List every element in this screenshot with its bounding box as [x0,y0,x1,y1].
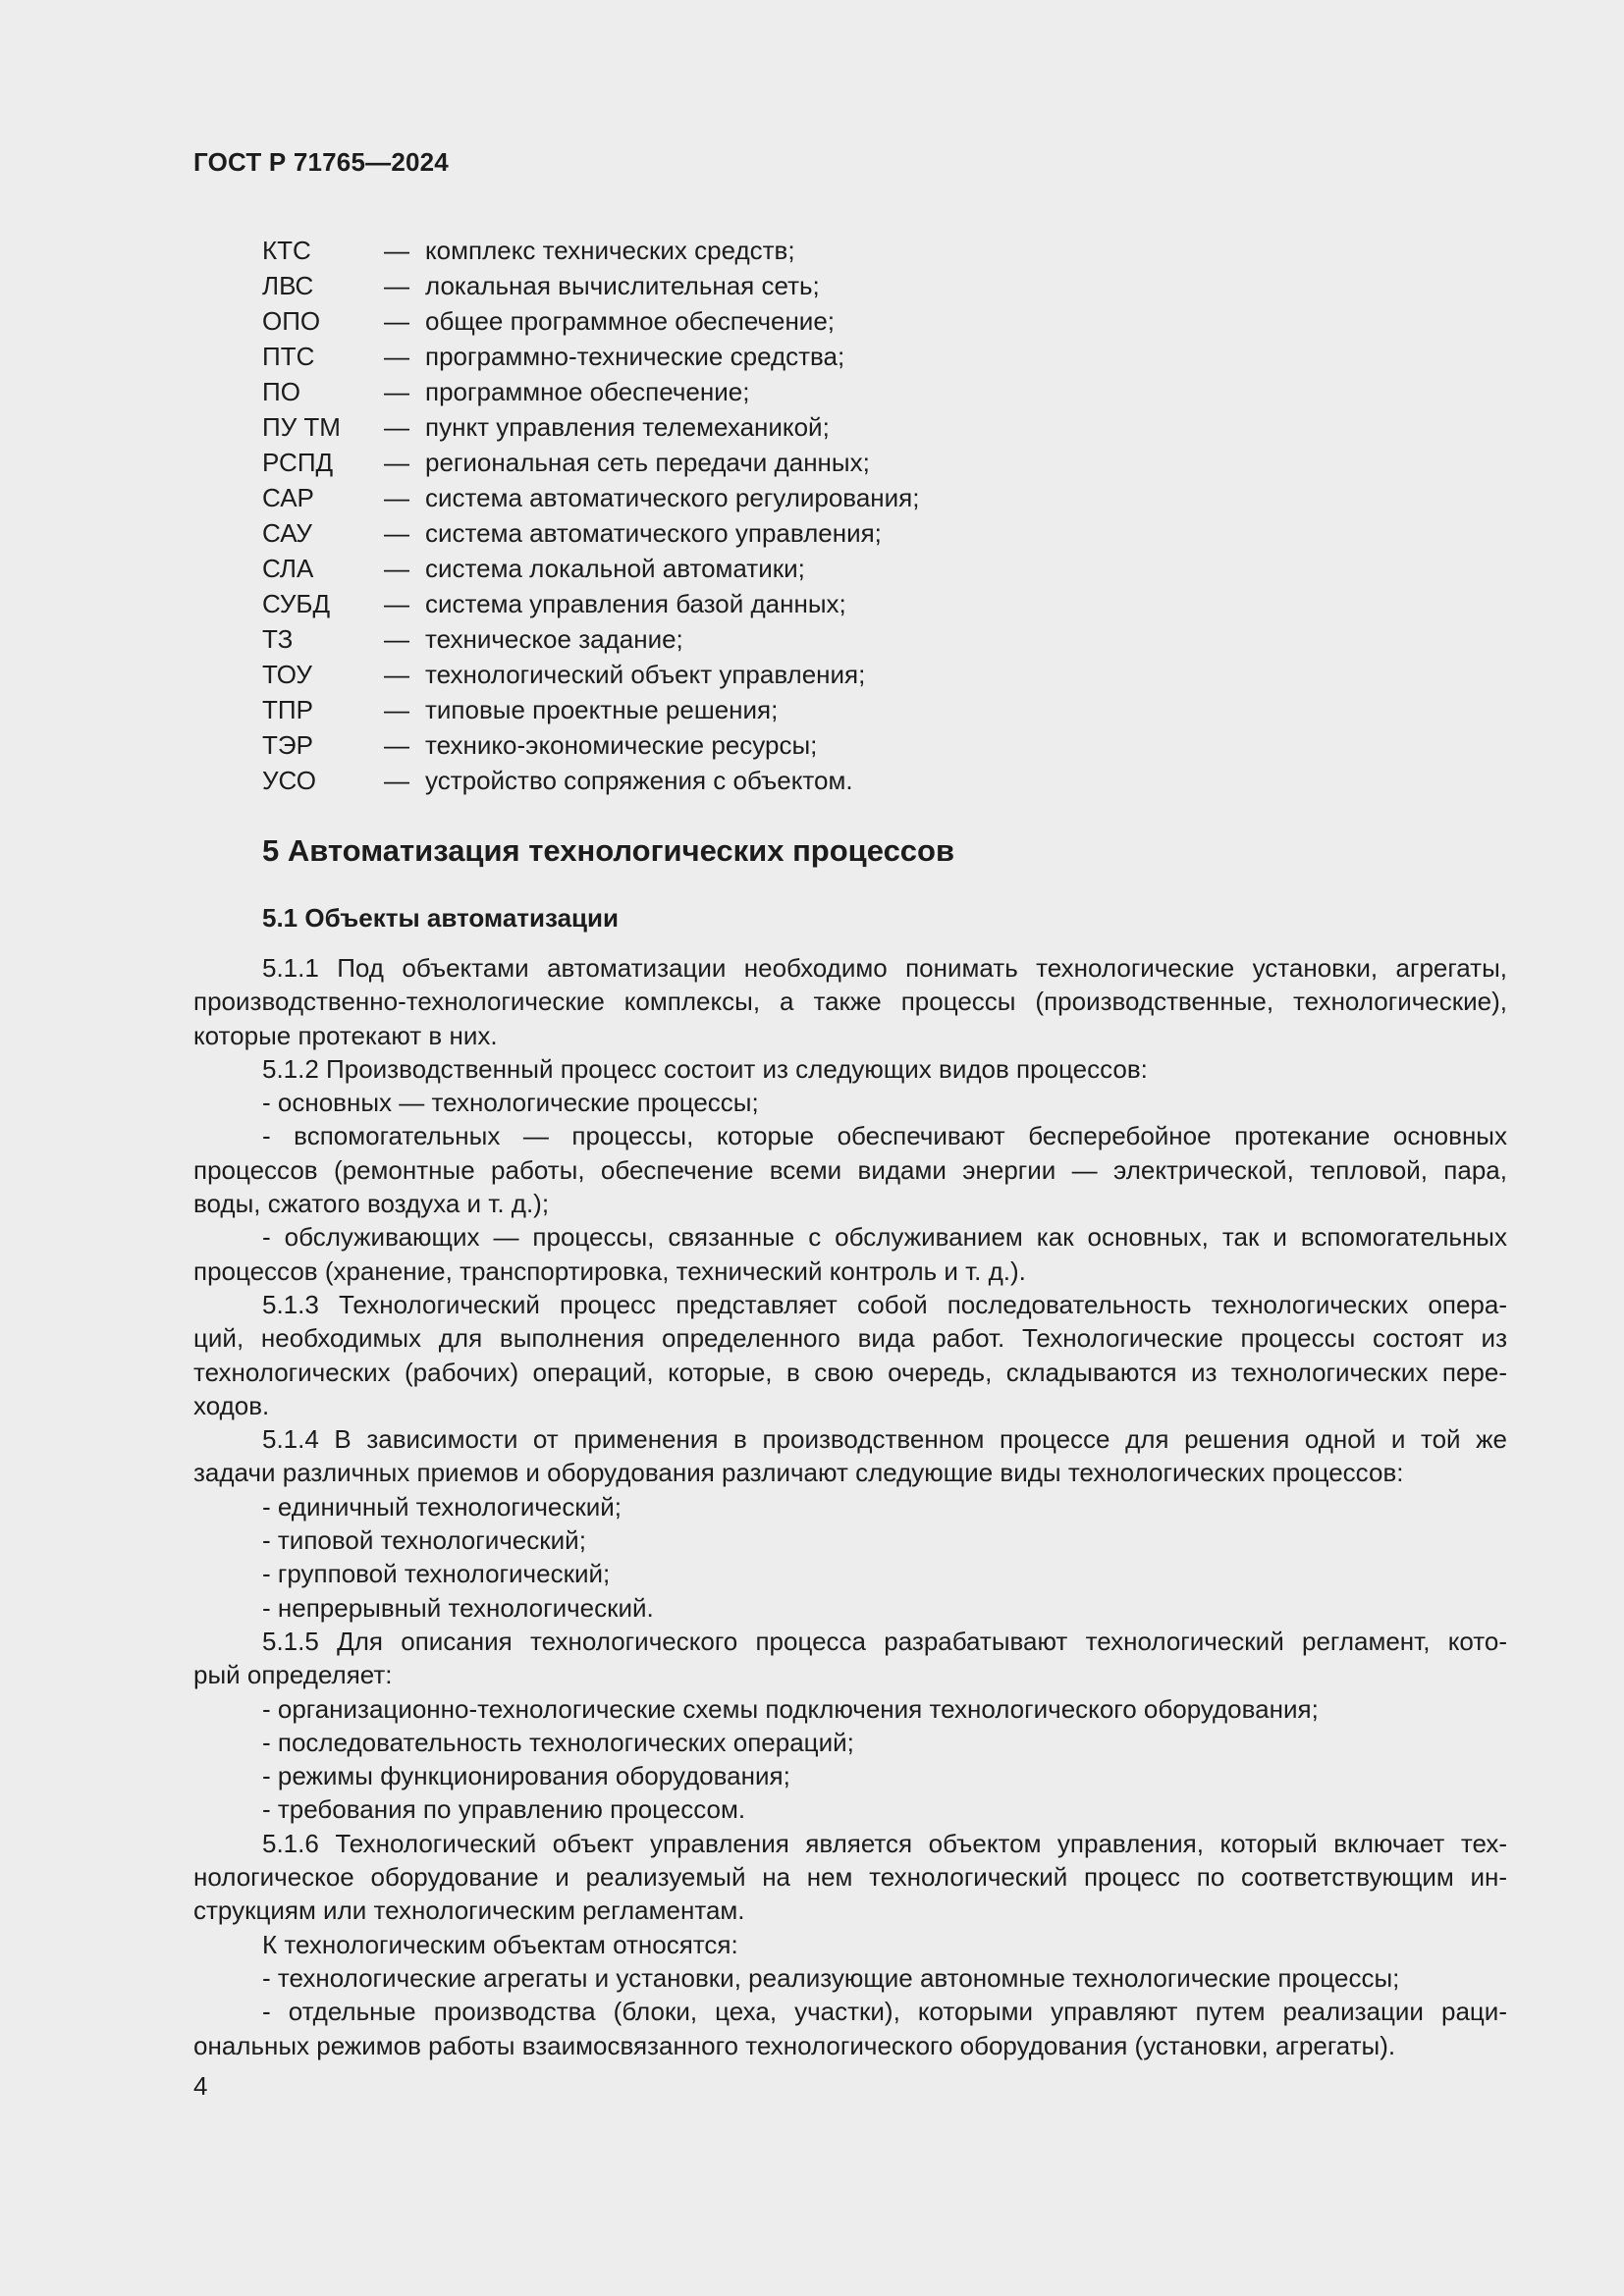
abbreviation-definition: система локальной автоматики; [425,554,805,583]
abbreviation-dash: — [384,483,409,512]
abbreviation-definition: система управления базой данных; [425,589,846,618]
abbreviation-row [262,374,1440,409]
abbreviation-term: САУ [262,518,312,548]
body-line: производственно-технологические комплексы, а также процессы (производственные, технологические), [193,987,1507,1017]
abbreviation-dash: — [384,695,409,724]
body-line: - групповой технологический; [262,1559,611,1589]
body-line: которые протекают в них. [193,1020,498,1050]
abbreviation-dash: — [384,660,409,689]
abbreviation-definition: техническое задание; [425,624,683,654]
abbreviation-dash: — [384,766,409,795]
abbreviation-term: РСПД [262,448,334,477]
body-line: воды, сжатого воздуха и т. д.); [193,1189,550,1219]
body-line: технологических (рабочих) операций, которые, в свою очередь, складываются из технологических пере- [193,1357,1507,1387]
body-line: 5.1.5 Для описания технологического процесса разрабатывают технологический регламент, кото- [262,1626,1507,1656]
abbreviation-row [262,586,1440,621]
abbreviation-row [262,303,1440,339]
body-line: - последовательность технологических операций; [262,1727,854,1757]
abbreviation-row [262,445,1440,480]
abbreviation-dash: — [384,236,409,265]
abbreviation-row [262,657,1440,692]
body-line: задачи различных приемов и оборудования различают следующие виды технологических процессов: [193,1458,1404,1488]
body-line: - обслуживающих — процессы, связанные с обслуживанием как основных, так и вспомогательных [262,1222,1507,1253]
body-line: - непрерывный технологический. [262,1592,654,1623]
abbreviation-definition: система автоматического управления; [425,518,882,548]
abbreviation-dash: — [384,377,409,406]
abbreviation-dash: — [384,518,409,548]
abbreviation-term: САР [262,483,314,512]
body-line: рый определяет: [193,1660,393,1690]
abbreviation-row [262,763,1440,798]
body-line: - требования по управлению процессом. [262,1794,746,1825]
body-line: - единичный технологический; [262,1491,623,1522]
abbreviation-row [262,268,1440,303]
abbreviation-term: ПТС [262,342,315,371]
abbreviation-term: ЛВС [262,271,314,300]
body-line: ходов. [193,1390,270,1420]
abbreviation-dash: — [384,730,409,760]
abbreviation-definition: система автоматического регулирования; [425,483,920,512]
body-line: 5.1.4 В зависимости от применения в производственном процессе для решения одной и той же [262,1424,1507,1455]
abbreviation-definition: региональная сеть передачи данных; [425,448,870,477]
abbreviations-list [262,233,1440,798]
abbreviation-term: ТЭР [262,730,313,760]
body-line: ций, необходимых для выполнения определенного вида работ. Технологические процессы состоят из [193,1323,1507,1354]
body-line: - технологические агрегаты и установки, реализующие автономные технологические процессы; [262,1962,1400,1993]
abbreviation-row [262,515,1440,551]
abbreviation-term: УСО [262,766,316,795]
abbreviation-row [262,480,1440,515]
abbreviation-row [262,233,1440,268]
body-text [193,951,1507,2062]
abbreviation-term: ТОУ [262,660,312,689]
abbreviation-definition: программно-технические средства; [425,342,845,371]
body-line: - основных — технологические процессы; [262,1088,759,1118]
abbreviation-row [262,339,1440,374]
abbreviation-definition: общее программное обеспечение; [425,306,836,336]
body-line: 5.1.3 Технологический процесс представляет собой последовательность технологических опера- [262,1289,1507,1319]
abbreviation-definition: технико-экономические ресурсы; [425,730,818,760]
abbreviation-term: ОПО [262,306,321,336]
abbreviation-term: ПО [262,377,300,406]
abbreviation-definition: технологический объект управления; [425,660,866,689]
abbreviation-dash: — [384,306,409,336]
abbreviation-dash: — [384,448,409,477]
body-line: - отдельные производства (блоки, цеха, участки), которыми управляют путем реализации раци- [262,1997,1507,2027]
body-line: 5.1.1 Под объектами автоматизации необходимо понимать технологические установки, агрегаты, [262,953,1507,983]
abbreviation-definition: типовые проектные решения; [425,695,779,724]
body-line: нологическое оборудование и реализуемый на нем технологический процесс по соответствующим ин- [193,1862,1507,1893]
abbreviation-row [262,727,1440,763]
abbreviation-term: ТЗ [262,624,294,654]
page-number: 4 [193,2071,208,2101]
abbreviation-term: СУБД [262,589,331,618]
abbreviation-definition: комплекс технических средств; [425,236,795,265]
abbreviation-dash: — [384,554,409,583]
body-line: процессов (хранение, транспортировка, технический контроль и т. д.). [193,1255,1026,1286]
abbreviation-definition: пункт управления телемеханикой; [425,412,830,442]
document-header-id: ГОСТ Р 71765—2024 [193,147,449,177]
body-line: 5.1.2 Производственный процесс состоит из следующих видов процессов: [262,1053,1148,1084]
abbreviation-term: СЛА [262,554,314,583]
body-line: процессов (ремонтные работы, обеспечение всеми видами энергии — электрической, тепловой, пара, [193,1154,1507,1185]
section-heading: 5 Автоматизация технологических процессов [262,833,955,868]
abbreviation-term: ТПР [262,695,313,724]
body-line: - режимы функционирования оборудования; [262,1761,790,1791]
body-line: К технологическим объектам относятся: [262,1929,738,1959]
abbreviation-definition: программное обеспечение; [425,377,750,406]
abbreviation-definition: устройство сопряжения с объектом. [425,766,853,795]
body-line: - вспомогательных — процессы, которые обеспечивают бесперебойное протекание основных [262,1121,1507,1151]
abbreviation-dash: — [384,412,409,442]
body-line: ональных режимов работы взаимосвязанного технологического оборудования (установки, агрегаты). [193,2030,1396,2060]
abbreviation-dash: — [384,624,409,654]
abbreviation-term: ПУ ТМ [262,412,341,442]
body-line: - организационно-технологические схемы подключения технологического оборудования; [262,1693,1319,1724]
abbreviation-row [262,409,1440,445]
abbreviation-row [262,621,1440,657]
abbreviation-definition: локальная вычислительная сеть; [425,271,820,300]
abbreviation-dash: — [384,589,409,618]
body-line: струкциям или технологическим регламентам. [193,1896,745,1926]
body-line: - типовой технологический; [262,1525,586,1556]
subsection-heading: 5.1 Объекты автоматизации [262,903,619,933]
abbreviation-dash: — [384,342,409,371]
abbreviation-row [262,692,1440,727]
abbreviation-row [262,551,1440,586]
body-line: 5.1.6 Технологический объект управления является объектом управления, который включает тех- [262,1828,1507,1858]
abbreviation-term: КТС [262,236,311,265]
abbreviation-dash: — [384,271,409,300]
